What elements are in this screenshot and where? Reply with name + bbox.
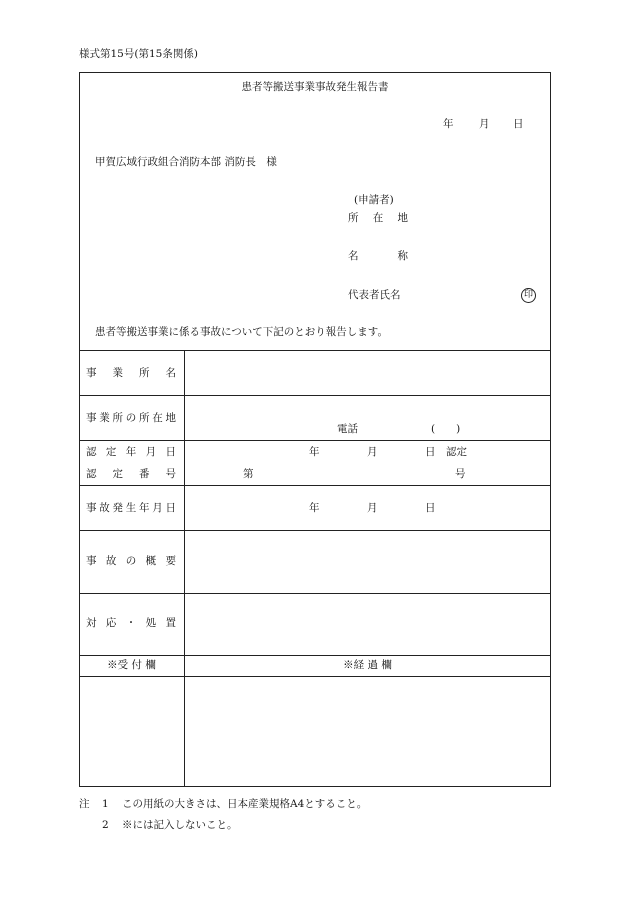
- label-char: ・: [125, 617, 137, 629]
- label-char: の: [125, 555, 137, 567]
- table-rule: [79, 655, 551, 656]
- label-char: 日: [165, 446, 176, 458]
- label-char: 生: [125, 502, 137, 514]
- label-char: 定: [112, 468, 123, 480]
- table-rule: [79, 676, 551, 677]
- label-char: 所: [139, 412, 150, 424]
- applicant-address-label: [348, 213, 408, 224]
- reception-header: ※受 付 欄: [107, 659, 156, 671]
- label-char: 地: [397, 212, 408, 224]
- label-char: 名: [165, 367, 176, 379]
- label-char: 号: [165, 468, 176, 480]
- note-text: この用紙の大きさは、日本産業規格A4とすること。: [122, 798, 368, 810]
- form-number: 様式第15号(第15条関係): [79, 48, 198, 60]
- addressee: 甲賀広域行政組合消防本部 消防長 様: [95, 156, 277, 168]
- label-char: 処: [145, 617, 157, 629]
- representative-label: 代表者氏名: [348, 289, 401, 301]
- label-char: 要: [165, 555, 176, 567]
- label-char: 番: [139, 468, 150, 480]
- cert-year: 年: [309, 446, 320, 458]
- label-char: の: [125, 412, 137, 424]
- label-char: 所: [139, 367, 150, 379]
- form-frame: [79, 72, 551, 787]
- label-char: 定: [105, 446, 117, 458]
- accident-month: 月: [367, 502, 378, 514]
- label-char: 称: [397, 250, 408, 262]
- cert-number-label: [86, 469, 176, 480]
- label-char: 名: [348, 250, 359, 262]
- accident-date-label: [86, 503, 176, 514]
- date-year-label: 年: [443, 118, 454, 130]
- phone-label: 電話: [337, 423, 358, 435]
- label-char: 事: [86, 412, 97, 424]
- label-char: 所: [112, 412, 123, 424]
- cert-number-suffix: 号: [455, 468, 466, 480]
- form-title: 患者等搬送事業事故発生報告書: [241, 81, 389, 93]
- seal-mark: 印: [521, 288, 536, 303]
- cert-date-label: [86, 447, 176, 458]
- label-char: 事: [86, 555, 97, 567]
- cert-number-prefix: 第: [243, 468, 254, 480]
- label-char: 対: [86, 617, 97, 629]
- label-char: 在: [152, 412, 163, 424]
- phone-parens: ( ): [431, 423, 461, 435]
- applicant-heading: (申請者): [354, 194, 394, 206]
- notes-prefix: 注: [79, 798, 90, 810]
- label-char: 事: [86, 502, 97, 514]
- label-char: 置: [165, 617, 176, 629]
- table-rule: [79, 440, 551, 441]
- table-rule: [79, 395, 551, 396]
- label-char: 所: [348, 212, 359, 224]
- table-rule: [79, 593, 551, 594]
- accident-year: 年: [309, 502, 320, 514]
- table-rule: [79, 485, 551, 486]
- accident-day: 日: [425, 502, 436, 514]
- table-rule: [79, 530, 551, 531]
- label-char: 故: [99, 502, 110, 514]
- date-month-label: 月: [479, 118, 490, 130]
- label-char: 概: [145, 555, 157, 567]
- label-char: 認: [86, 446, 97, 458]
- label-char: 認: [86, 468, 97, 480]
- label-char: 月: [145, 446, 157, 458]
- applicant-name-label: [348, 251, 408, 262]
- note-number: 1: [102, 798, 109, 810]
- label-char: 年: [139, 502, 150, 514]
- label-char: 業: [112, 367, 123, 379]
- label-char: 応: [105, 617, 117, 629]
- note-number: 2: [102, 819, 109, 831]
- table-column-divider: [184, 350, 185, 787]
- label-char: 故: [105, 555, 117, 567]
- progress-header: ※経 過 欄: [343, 659, 392, 671]
- response-label: [86, 618, 176, 629]
- date-day-label: 日: [513, 118, 524, 130]
- label-char: 在: [372, 212, 384, 224]
- label-char: 月: [152, 502, 163, 514]
- label-char: 年: [125, 446, 137, 458]
- label-char: 発: [112, 502, 123, 514]
- cert-day-certification: 日 認定: [425, 446, 467, 458]
- label-char: 日: [165, 502, 176, 514]
- table-rule: [79, 350, 551, 351]
- report-statement: 患者等搬送事業に係る事故について下記のとおり報告します。: [95, 326, 388, 338]
- accident-summary-label: [86, 556, 176, 567]
- note-text: ※には記入しないこと。: [122, 819, 238, 831]
- office-location-label: [86, 413, 176, 424]
- label-char: 業: [99, 412, 110, 424]
- label-char: 地: [165, 412, 176, 424]
- cert-month: 月: [367, 446, 378, 458]
- office-name-label: [86, 368, 176, 379]
- label-char: 事: [86, 367, 97, 379]
